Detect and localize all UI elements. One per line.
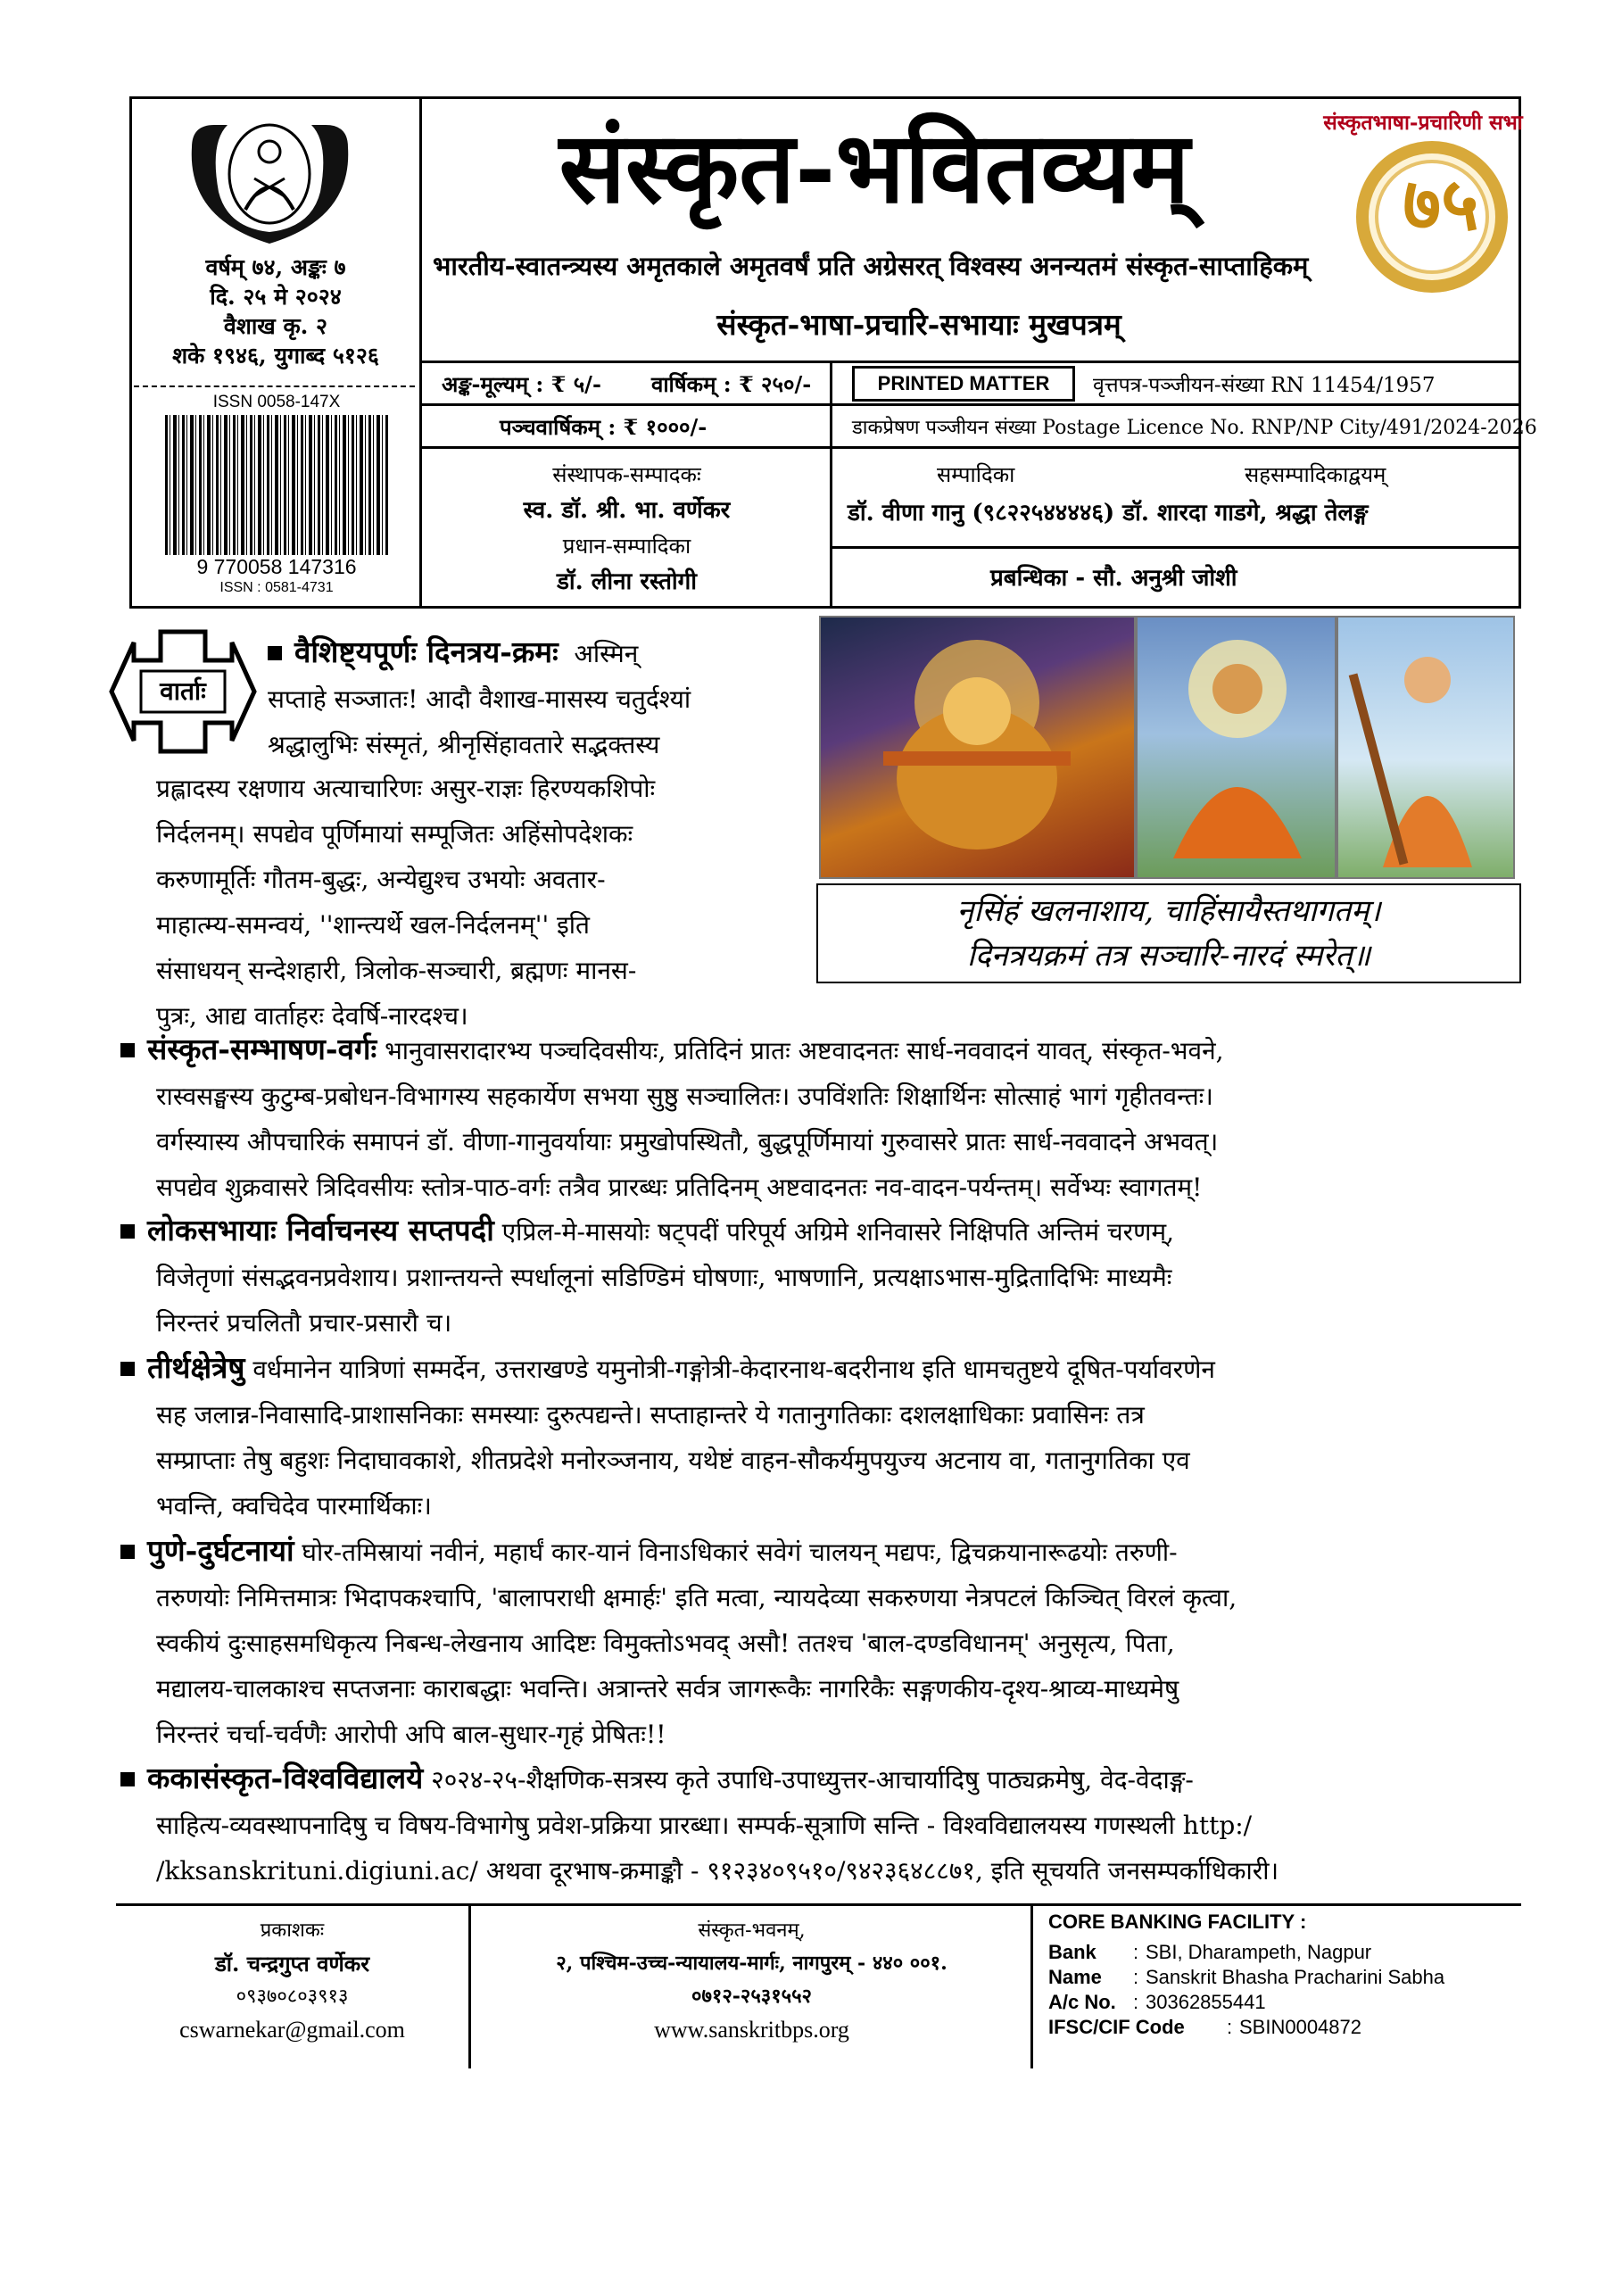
printed-matter: PRINTED MATTER <box>852 366 1075 402</box>
postal-licence: डाकप्रेषण पञ्जीयन संख्या Postage Licence No. RNP/NP City/491/2024-2026 <box>852 417 1537 439</box>
coeditor-label: सहसम्पादिकाद्वयम् <box>1245 462 1386 487</box>
issue-tithi: वैशाख कृ. २ <box>223 313 328 339</box>
narada-image <box>1336 616 1515 879</box>
article-heading: तीर्थक्षेत्रेषु <box>147 1350 245 1385</box>
bullet-icon <box>120 1772 135 1786</box>
price-five-year: पञ्चवार्षिकम् : ₹ १०००/- <box>500 414 708 440</box>
masthead-mouthpiece: संस्कृत-भाषा-प्रचारि-सभायाः मुखपत्रम् <box>716 307 1121 342</box>
seal-text: संस्कृतभाषा-प्रचारिणी सभा <box>1323 111 1523 135</box>
office-website[interactable]: www.sanskritbps.org <box>654 2017 849 2043</box>
bank-row <box>1048 1940 1512 1965</box>
issue-divider <box>134 385 415 387</box>
article-line: वर्धमानेन यात्रिणां सम्मर्देन, उत्तराखण्डे यमुनोत्री-गङ्गोत्री-केदारनाथ-बदरीनाथ इति धामचतुष्टये दूषित-पर्यावरणेन <box>252 1355 1215 1384</box>
article-line: निरन्तरं चर्चा-चर्वणैः आरोपी अपि बाल-सुधार-गृहं प्रेषितः!! <box>156 1720 666 1749</box>
bank-row-label: A/c No. <box>1048 1991 1116 2013</box>
article-kksu <box>120 1755 1521 1894</box>
issue-shaka: शके १९४६, युगाब्द ५१२६ <box>172 343 379 369</box>
issn-top: ISSN 0058-147X <box>212 393 341 411</box>
registration-no: वृत्तपत्र-पञ्जीयन-संख्या RN 11454/1957 <box>1093 374 1436 397</box>
lead-article-top <box>268 629 807 767</box>
article-tirtha <box>120 1345 1521 1529</box>
masthead-subtitle: भारतीय-स्वातन्त्र्यस्य अमृतकाले अमृतवर्षं प्रति अग्रेसरत् विश्वस्य अनन्यतमं संस्कृत-साप्ताहिकम् <box>433 251 1309 281</box>
footer-top-line <box>116 1903 1521 1906</box>
lead-line-4: निर्दलनम्। सपद्येव पूर्णिमायां सम्पूजितः अहिंसोपदेशकः <box>156 819 633 849</box>
issue-date: दि. २५ मे २०२४ <box>210 284 342 310</box>
price-single: अङ्क-मूल्यम् : ₹ ५/- <box>442 371 601 397</box>
article-line: तरुणयोः निमित्तमात्रः भिदापकश्चापि, 'बालापराधी क्षमार्हः' इति मत्वा, न्यायदेव्या सकरुणया नेत्रपटलं किञ्चित् विरलं कृत्वा, <box>156 1583 1237 1612</box>
article-line: विजेतृणां संसद्भवनप्रवेशाय। प्रशान्तयन्ते स्पर्धालूनां सडिण्डिमं घोषणाः, भाषणानि, प्रत्यक्षाऽभास-मुद्रितादिभिः माध्यमैः <box>156 1263 1172 1292</box>
bank-row-value: SBI, Dharampeth, Nagpur <box>1146 1941 1372 1963</box>
narasimha-image <box>819 616 1136 879</box>
lead-line-1: सप्ताहे सञ्जातः! आदौ वैशाख-मासस्य चतुर्दश्यां <box>268 684 691 714</box>
lead-line-7: संसाधयन् सन्देशहारी, त्रिलोक-सञ्चारी, ब्रह्मणः मानस- <box>156 956 637 985</box>
publisher-email[interactable]: cswarnekar@gmail.com <box>179 2017 405 2043</box>
article-line: सह जलान्न-निवासादि-प्राशासनिकाः समस्याः दुरुत्पद्यन्ते। सप्ताहान्तरे ये गतानुगतिकाः दशलक्षाधिकाः प्रवासिनः तत्र <box>156 1400 1145 1430</box>
office-address: २, पश्चिम-उच्च-न्यायालय-मार्गः, नागपुरम् - ४४० ००१. <box>556 1952 948 1975</box>
office-name: संस्कृत-भवनम्, <box>698 1919 806 1942</box>
publisher-block <box>116 1914 468 2046</box>
bullet-icon <box>120 1362 135 1376</box>
footer-divider-1 <box>468 1903 471 2068</box>
manager-name: प्रबन्धिका - सौ. अनुश्री जोशी <box>990 565 1237 592</box>
bullet-icon <box>268 646 282 660</box>
verse-line-2: दिनत्रयक्रमं तत्र सञ्चारि-नारदं स्मरेत्॥ <box>966 938 1371 974</box>
publisher-name: डॉ. चन्द्रगुप्त वर्णेकर <box>214 1951 370 1977</box>
bank-row-label: Bank <box>1048 1941 1097 1963</box>
article-sambhashan <box>120 1026 1521 1210</box>
footer-divider-2 <box>1030 1903 1033 2068</box>
article-line: निरन्तरं प्रचलितौ प्रचार-प्रसारौ च। <box>156 1308 452 1338</box>
price-annual: वार्षिकम् : ₹ २५०/- <box>651 371 812 397</box>
bank-row-value: 30362855441 <box>1146 1991 1266 2013</box>
office-block <box>473 1914 1030 2046</box>
article-line: एप्रिल-मे-मासयोः षट्पदीं परिपूर्य अग्रिमे शनिवासरे निक्षिपति अन्तिमं चरणम्, <box>501 1217 1174 1247</box>
chief-editor-name: डॉ. लीना रस्तोगी <box>557 568 697 595</box>
frame-bottom-line <box>129 606 1521 609</box>
founder-name: स्व. डॉ. श्री. भा. वर्णेकर <box>523 497 731 524</box>
buddha-image <box>1136 616 1336 879</box>
issn-bottom: ISSN : 0581-4731 <box>219 580 334 595</box>
bank-row-sep: : <box>1133 1966 1139 1988</box>
price-line-top <box>419 361 1521 363</box>
article-line: वर्गस्यास्य औपचारिकं समापनं डॉ. वीणा-गानुवर्यायाः प्रमुखोपस्थितौ, बुद्धपूर्णिमायां गुरुवासरे प्रातः सार्ध-नववादने अभवत्। <box>156 1127 1219 1156</box>
seal-number: ७५ <box>1403 162 1479 247</box>
bullet-icon <box>120 1224 135 1239</box>
issue-info <box>134 253 418 370</box>
frame-left-line <box>129 96 132 609</box>
lead-article-bottom <box>156 766 807 1039</box>
article-line: घोर-तमिस्रायां नवीनं, महार्घं कार-यानं विनाऽधिकारं सवेगं चालयन् मद्यपः, द्विचक्रयानारूढयोः तरुणी- <box>302 1538 1178 1567</box>
frame-top-line <box>129 96 1521 99</box>
article-line: सपद्येव शुक्रवासरे त्रिदिवसीयः स्तोत्र-पाठ-वर्गः तत्रैव प्रारब्धः प्रतिदिनम् अष्टवादनतः नव-वादन-पर्यन्तम्। सर्वेभ्यः स्वागतम्! <box>156 1173 1203 1202</box>
lead-heading: वैशिष्ट्यपूर्णः दिनत्रय-क्रमः <box>294 634 559 669</box>
article-line: /kksanskrituni.digiuni.ac/ अथवा दूरभाष-क्रमाङ्कौ - ९१२३४०९५१०/९४२३६४८८७१, इति सूचयति जनसम्पर्काधिकारी। <box>156 1856 1279 1886</box>
bank-block <box>1048 1910 1512 2040</box>
bullet-icon <box>120 1043 135 1057</box>
bank-row <box>1048 1965 1512 1990</box>
article-pune <box>120 1528 1521 1757</box>
lead-line-2: श्रद्धालुभिः संस्मृतं, श्रीनृसिंहावतारे सद्भक्तस्य <box>268 730 660 759</box>
verse-line-1: नृसिंहं खलनाशाय, चाहिंसायैस्तथागतम्। <box>956 893 1381 929</box>
bullet-icon <box>120 1545 135 1559</box>
bank-row-value: Sanskrit Bhasha Pracharini Sabha <box>1146 1966 1445 1988</box>
article-line: भानुवासरादारभ्य पञ्चदिवसीयः, प्रतिदिनं प्रातः अष्टवादनतः सार्ध-नववादनं यावत्, संस्कृत-भवने, <box>385 1036 1224 1065</box>
lead-line-5: करुणामूर्तिः गौतम-बुद्धः, अन्येद्युश्च उभयोः अवतार- <box>156 865 606 894</box>
publisher-phone: ०९३७०८०३९१३ <box>236 1985 349 2008</box>
varta-label: वार्ताः <box>160 676 206 706</box>
bank-row-sep: : <box>1133 1941 1139 1963</box>
lead-line-3: प्रह्लादस्य रक्षणाय अत्याचारिणः असुर-राज्ञः हिरण्यकशिपोः <box>156 774 656 803</box>
lead-line-6: माहात्म्य-समन्वयं, ''शान्त्यर्थे खल-निर्दलनम्'' इति <box>156 910 591 940</box>
barcode-number: 9 770058 147316 <box>165 555 388 579</box>
article-line: भवन्ति, क्वचिदेव पारमार्थिकाः। <box>156 1491 432 1521</box>
article-heading: ककासंस्कृत-विश्वविद्यालये <box>147 1761 424 1795</box>
issue-volume: वर्षम् ७४, अङ्कः ७ <box>205 254 346 280</box>
bank-row <box>1048 2015 1512 2040</box>
chief-editor-label: प्रधान-सम्पादिका <box>562 534 691 559</box>
manager-line <box>830 546 1521 549</box>
bank-row-label: Name <box>1048 1966 1102 1988</box>
price-line-bottom <box>419 446 1521 449</box>
bank-row-label: IFSC/CIF Code <box>1048 2016 1185 2038</box>
bank-row-value: SBIN0004872 <box>1239 2016 1361 2038</box>
article-heading: पुणे-दुर्घटनायां <box>147 1533 294 1568</box>
lead-line-8: पुत्रः, आद्य वार्ताहरः देवर्षि-नारदश्च। <box>156 1001 468 1031</box>
founder-label: संस्थापक-सम्पादकः <box>552 462 701 487</box>
bank-title: CORE BANKING FACILITY : <box>1048 1911 1307 1933</box>
price-divider <box>830 361 832 609</box>
bank-row-sep: : <box>1133 1991 1139 2013</box>
barcode <box>165 415 388 558</box>
masthead-title: संस्कृत-भवितव्यम् <box>559 110 1190 225</box>
article-loksabha <box>120 1207 1521 1346</box>
bank-row-sep: : <box>1227 2016 1233 2038</box>
article-line: स्वकीयं दुःसाहसमधिकृत्य निबन्ध-लेखनाय आदिष्टः विमुक्तोऽभवद् असौ! ततश्च 'बाल-दण्डविधानम्' अनुसृत्य, पिता, <box>156 1629 1175 1658</box>
article-heading: संस्कृत-सम्भाषण-वर्गः <box>147 1032 377 1066</box>
office-phone: ०७१२-२५३१५५२ <box>691 1985 812 2008</box>
article-line: साहित्य-व्यवस्थापनादिषु च विषय-विभागेषु प्रवेश-प्रक्रिया प्रारब्धा। सम्पर्क-सूत्राणि सन्ति - विश्वविद्यालयस्य गणस्थली http:/ <box>156 1811 1253 1840</box>
sabha-emblem <box>174 112 366 245</box>
editor-label: सम्पादिका <box>937 462 1015 487</box>
lead-line-0: अस्मिन् <box>574 639 639 668</box>
article-line: सम्प्राप्ताः तेषु बहुशः निदाघावकाशे, शीतप्रदेशे मनोरञ्जनाय, यथेष्टं वाहन-सौकर्यमुपयुज्य अटनाय वा, गतानुगतिका एव <box>156 1446 1190 1475</box>
article-line: २०२४-२५-शैक्षणिक-सत्रस्य कृते उपाधि-उपाध्युत्तर-आचार्यादिषु पाठ्यक्रमेषु, वेद-वेदाङ्ग- <box>431 1765 1194 1795</box>
bank-row <box>1048 1990 1512 2015</box>
price-line-mid <box>419 403 1521 406</box>
editor-names: डॉ. वीणा गानु (९८२२५४४४४६) डॉ. शारदा गाडगे, श्रद्धा तेलङ्ग <box>848 500 1369 526</box>
article-line: मद्यालय-चालकाश्च सप्तजनाः काराबद्धाः भवन्ति। अत्रान्तरे सर्वत्र जागरूकैः नागरिकैः सङ्गणकीय-दृश्य-श्राव्य-माध्यमेषु <box>156 1674 1179 1703</box>
publisher-label: प्रकाशकः <box>260 1919 325 1942</box>
article-heading: लोकसभायाः निर्वाचनस्य सप्तपदी <box>147 1213 494 1247</box>
frame-divider-line <box>419 96 422 609</box>
article-line: रास्वसङ्घस्य कुटुम्ब-प्रबोधन-विभागस्य सहकार्येण सभया सुष्ठु सञ्चालितः। उपविंशतिः शिक्षार्थिनः सोत्साहं भागं गृहीतवन्तः। <box>156 1082 1213 1111</box>
verse-box <box>816 883 1521 983</box>
